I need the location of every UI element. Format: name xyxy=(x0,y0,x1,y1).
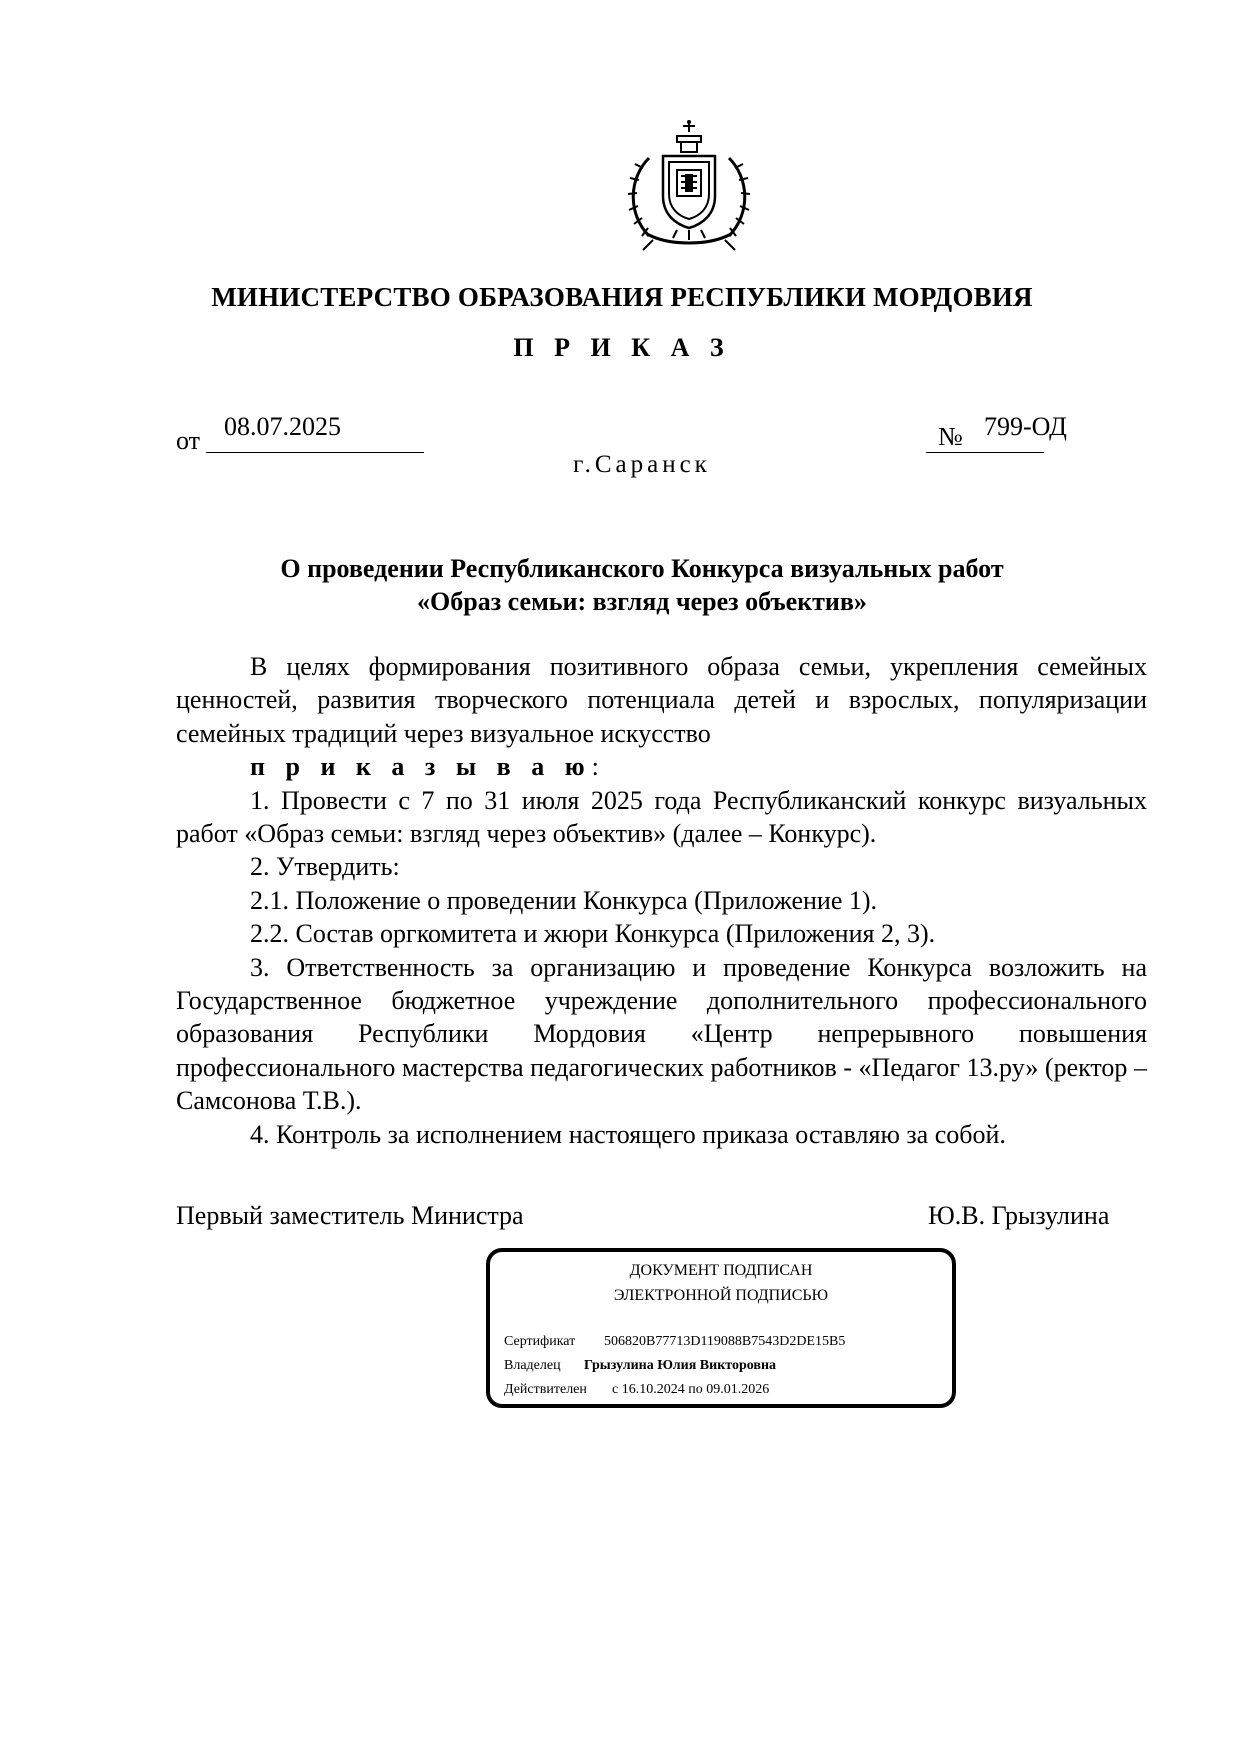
validity-value: с 16.10.2024 по 09.01.2026 xyxy=(612,1382,770,1397)
electronic-signature-stamp xyxy=(486,1248,956,1408)
certificate-label: Сертификат xyxy=(504,1334,576,1349)
item-2: 2. Утвердить: xyxy=(250,852,400,882)
stamp-certificate-row xyxy=(504,1334,845,1350)
stamp-heading-2: ЭЛЕКТРОННОЙ ПОДПИСЬЮ xyxy=(613,1287,829,1304)
subject-line-1: О проведении Республиканского Конкурса визуальных работ xyxy=(280,554,1004,583)
order-subject xyxy=(0,552,1244,618)
stamp-owner-row xyxy=(504,1358,776,1374)
order-colon: : xyxy=(591,752,599,782)
order-date: 08.07.2025 xyxy=(224,412,341,441)
stamp-heading-1: ДОКУМЕНТ ПОДПИСАН xyxy=(629,1262,813,1279)
subject-line-2: «Образ семьи: взгляд через объектив» xyxy=(417,587,867,616)
coat-of-arms-icon xyxy=(619,118,759,253)
item-3: 3. Ответственность за организацию и проведение Конкурса возложить на Государственное бюджетное учреждение дополнительного профессионального образования Республики Мордовия «Центр непрерывного повышения профессионального мастерства педагогических работников - «Педагог 13.ру» (ректор – Самсонова Т.В.). xyxy=(176,952,1147,1116)
intro-paragraph: В целях формирования позитивного образа семьи, укрепления семейных ценностей, развития творческого потенциала детей и взрослых, популяризации семейных традиций через визуальное искусство xyxy=(176,652,1147,748)
validity-label: Действителен xyxy=(504,1382,587,1397)
owner-value: Грызулина Юлия Викторовна xyxy=(584,1358,777,1373)
order-word: п р и к а з ы в а ю xyxy=(250,752,592,782)
order-directive xyxy=(176,750,1147,783)
ministry-title: МИНИСТЕРСТВО ОБРАЗОВАНИЯ РЕСПУБЛИКИ МОРДОВИЯ xyxy=(211,282,1033,312)
item-2-2: 2.2. Состав оргкомитета и жюри Конкурса (Приложения 2, 3). xyxy=(250,919,936,949)
signatory-title: Первый заместитель Министра xyxy=(176,1201,524,1230)
signatory-name: Ю.В. Грызулина xyxy=(928,1201,1110,1230)
item-4: 4. Контроль за исполнением настоящего приказа оставляю за собой. xyxy=(250,1119,1006,1149)
date-label: от xyxy=(176,426,201,455)
stamp-validity-row xyxy=(504,1382,769,1398)
owner-label: Владелец xyxy=(504,1358,561,1373)
order-number: 799-ОД xyxy=(984,412,1067,441)
item-2-1: 2.1. Положение о проведении Конкурса (Приложение 1). xyxy=(250,885,878,915)
document-type: П Р И К А З xyxy=(513,333,731,362)
certificate-value: 506820B77713D119088B7543D2DE15B5 xyxy=(604,1334,846,1349)
item-1: 1. Провести с 7 по 31 июля 2025 года Республиканский конкурс визуальных работ «Образ семьи: взгляд через объектив» (далее – Конкурс). xyxy=(176,785,1147,849)
number-label: № xyxy=(938,422,963,451)
order-body xyxy=(176,650,1147,1151)
city: г.Саранск xyxy=(573,451,711,478)
